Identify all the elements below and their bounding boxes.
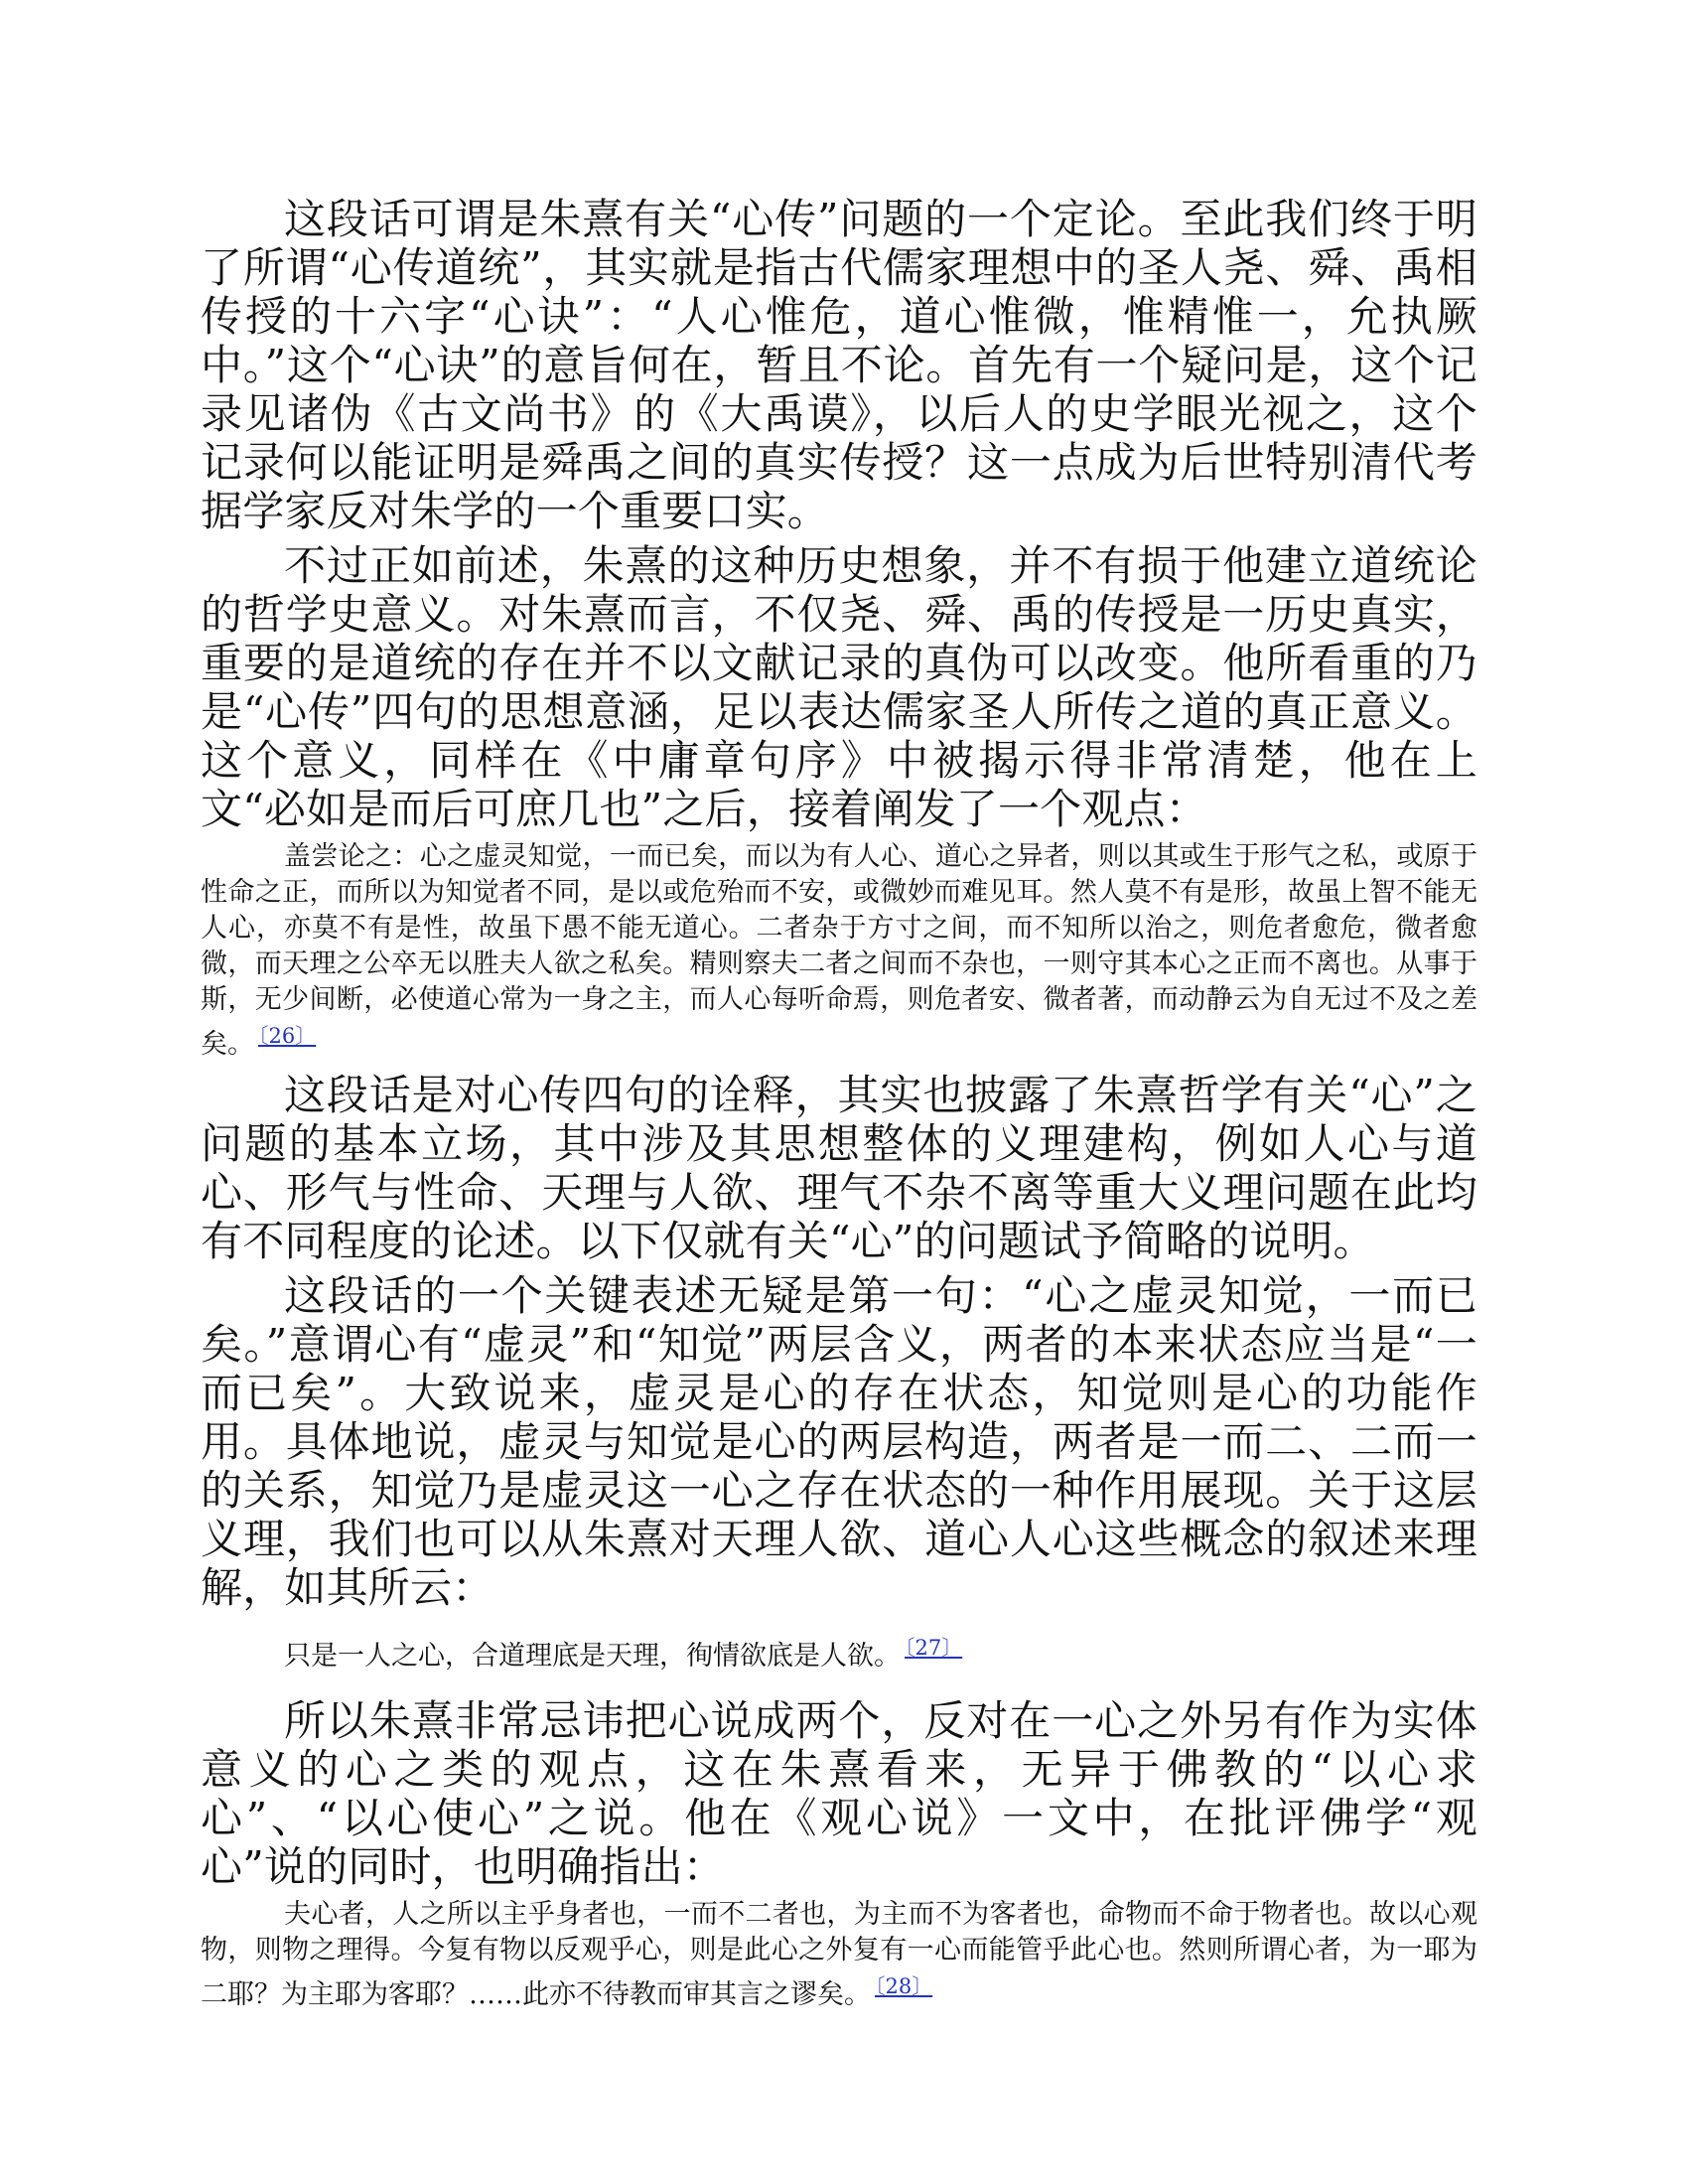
quote-text: 夫心者，人之所以主乎身者也，一而不二者也，为主而不为客者也，命物而不命于物者也。故以心观物，则物之理得。今复有物以反观乎心，则是此心之外复有一心而能管乎此心也。然则所谓心者，为一耶为二耶？为主耶为客耶？……此亦不待教而审其言之谬矣。: [201, 1899, 1477, 2010]
quote-text: 盖尝论之：心之虚灵知觉，一而已矣，而以为有人心、道心之异者，则以其或生于形气之私，或原于性命之正，而所以为知觉者不同，是以或危殆而不安，或微妙而难见耳。然人莫不有是形，故虽上智不能无人心，亦莫不有是性，故虽下愚不能无道心。二者杂于方寸之间，而不知所以治之，则危者愈危，微者愈微，而天理之公卒无以胜夫人欲之私矣。精则察夫二者之间而不杂也，一则守其本心之正而不离也。从事于斯，无少间断，必使道心常为一身之主，而人心每听命焉，则危者安、微者著，而动静云为自无过不及之差矣。: [201, 841, 1477, 1060]
footnote-link[interactable]: 〔27〕: [905, 1636, 963, 1660]
footnote-link[interactable]: 〔28〕: [875, 1974, 933, 1998]
body-paragraph: 这段话的一个关键表述无疑是第一句：“心之虚灵知觉，一而已矣。”意谓心有“虚灵”和“知觉”两层含义，两者的本来状态应当是“一而已矣”。大致说来，虚灵是心的存在状态，知觉则是心的功能作用。具体地说，虚灵与知觉是心的两层构造，两者是一而二、二而一的关系，知觉乃是虚灵这一心之存在状态的一种作用展现。关于这层义理，我们也可以从朱熹对天理人欲、道心人心这些概念的叙述来理解，如其所云：: [201, 1271, 1477, 1612]
body-paragraph: 所以朱熹非常忌讳把心说成两个，反对在一心之外另有作为实体意义的心之类的观点，这在朱熹看来，无异于佛教的“以心求心”、“以心使心”之说。他在《观心说》一文中，在批评佛学“观心”说的同时，也明确指出：: [201, 1696, 1477, 1891]
block-quote: [201, 1897, 1477, 2013]
block-quote: [201, 1630, 1477, 1674]
body-paragraph: 这段话是对心传四句的诠释，其实也披露了朱熹哲学有关“心”之问题的基本立场，其中涉及其思想整体的义理建构，例如人心与道心、形气与性命、天理与人欲、理气不杂不离等重大义理问题在此均有不同程度的论述。以下仅就有关“心”的问题试予简略的说明。: [201, 1071, 1477, 1265]
quote-text: 只是一人之心，合道理底是天理，徇情欲底是人欲。: [284, 1641, 901, 1672]
block-quote: [201, 839, 1477, 1063]
body-paragraph: 这段话可谓是朱熹有关“心传”问题的一个定论。至此我们终于明了所谓“心传道统”，其实就是指古代儒家理想中的圣人尧、舜、禹相传授的十六字“心诀”：“人心惟危，道心惟微，惟精惟一，允执厥中。”这个“心诀”的意旨何在，暂且不论。首先有一个疑问是，这个记录见诸伪《古文尚书》的《大禹谟》，以后人的史学眼光视之，这个记录何以能证明是舜禹之间的真实传授？这一点成为后世特别清代考据学家反对朱学的一个重要口实。: [201, 195, 1477, 535]
body-paragraph: 不过正如前述，朱熹的这种历史想象，并不有损于他建立道统论的哲学史意义。对朱熹而言，不仅尧、舜、禹的传授是一历史真实，重要的是道统的存在并不以文献记录的真伪可以改变。他所看重的乃是“心传”四句的思想意涵，足以表达儒家圣人所传之道的真正意义。这个意义，同样在《中庸章句序》中被揭示得非常清楚，他在上文“必如是而后可庶几也”之后，接着阐发了一个观点：: [201, 541, 1477, 833]
document-page: [201, 195, 1477, 2021]
footnote-link[interactable]: 〔26〕: [258, 1024, 317, 1048]
